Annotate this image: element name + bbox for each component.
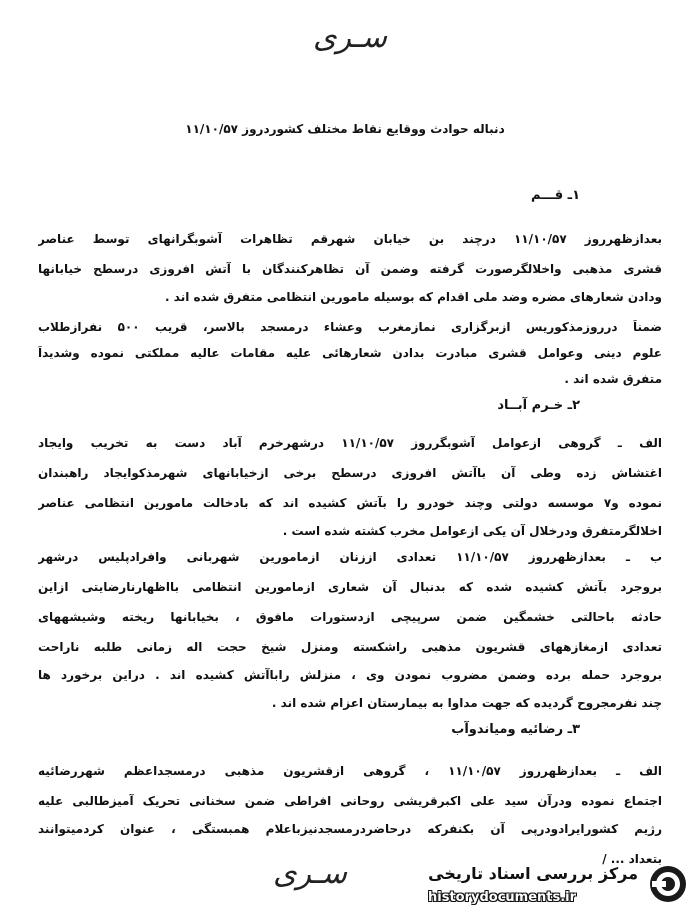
text-line: چند نفرمجروح گردیده که جهت مداوا به بیمارستان اعزام شده اند . xyxy=(271,696,662,710)
text-line: اجتماع نموده ودرآن سید علی اکبرقریشی روحانی افراطی ضمن سخنانی تحریک آمیزطالبی علیه xyxy=(38,794,662,808)
text-line: نموده و۷ موسسه دولتی وچند خودرو را بآتش کشیده اند که بادخالت مامورین انتظامی عناصر xyxy=(38,496,662,510)
text-line: متفرق شده اند . xyxy=(564,372,662,386)
archive-url: historydocuments.ir xyxy=(428,890,577,905)
archive-title: مرکز بررسی اسناد تاریخی xyxy=(428,864,638,883)
text-line: ودادن شعارهای مضره وضد ملی اقدام که بوسیله مامورین انتظامی متفرق شده اند . xyxy=(165,290,662,304)
classification-footer: سـرى xyxy=(273,856,347,891)
text-line: بتعداد ... / xyxy=(602,852,662,866)
text-line: علوم دینی وعوامل قشری مبادرت بدادن شعارهائی علیه مقامات عالیه مملکتی نموده وشدیداً xyxy=(38,346,662,360)
text-line: بروجرد بآتش کشیده شده که بدنبال آن شعاری ازمامورین انتظامی بااظهارنارضایتی ازاین xyxy=(38,580,662,594)
document-subject: دنباله حوادث ووقایع نقاط مختلف کشوردروز ۱۱/۱۰/۵۷ xyxy=(185,122,505,136)
text-line: ب ـ بعدازظهرروز ۱۱/۱۰/۵۷ تعدادی اززنان ازمامورین شهربانی وافرادپلیس درشهر xyxy=(38,550,662,564)
text-line: بعدازظهرروز ۱۱/۱۰/۵۷ درچند بن خیابان شهرقم تظاهرات آشوبگرانهای توسط عناصر xyxy=(38,232,662,246)
section-heading-rezaiyeh: ۳ـ رضائیه ومیاندوآب xyxy=(451,722,580,737)
archive-logo-icon xyxy=(648,864,688,904)
classification-header: سـرى xyxy=(313,20,387,55)
text-line: الف ـ بعدازظهرروز ۱۱/۱۰/۵۷ ، گروهی ازقشریون مذهبی درمسجداعظم شهررضائیه xyxy=(38,764,662,778)
text-line: قشری مذهبی واخلالگرصورت گرفته وضمن آن تظاهرکنندگان با آتش افروزی درسطح خیابانها xyxy=(38,262,662,276)
section-heading-khorramabad: ۲ـ خـرم آبــاد xyxy=(497,398,580,413)
text-line: اغتشاش زده وطی آن باآتش افروزی درسطح برخی ازخیابانهای شهرمذکوایجاد راهبندان xyxy=(38,466,662,480)
text-line: الف ـ گروهی ازعوامل آشوبگرروز ۱۱/۱۰/۵۷ درشهرخرم آباد دست به تخریب وایجاد xyxy=(38,436,662,450)
text-line: بروجرد حمله برده وضمن مضروب نمودن وی ، منزلش راباآتش کشیده اند . دراین برخورد ها xyxy=(38,668,662,682)
text-line: حادثه باحالتی خشمگین ضمن سرپیچی ازدستورات مافوق ، بخیابانها ریخته وشیشههای xyxy=(38,610,662,624)
text-line: رژیم کشورایرادودرپی آن بکنفرکه درحاضردرمسجدنیزباعلام همبستگی ، عنوان کردمیتوانند xyxy=(38,822,662,836)
archive-watermark xyxy=(420,858,690,914)
text-line: تعدادی ازمغازههای قشریون مذهبی راشکسته ومنزل شیخ حجت اله زمانی طلبه ناراحت xyxy=(38,640,662,654)
section-heading-qom: ۱ـ قـــم xyxy=(531,188,580,203)
text-line: ضمناً درروزمذکوریس ازبرگزاری نمازمغرب وعشاء درمسجد بالاسر، قریب ۵۰۰ نفرازطلاب xyxy=(38,320,662,334)
text-line: اخلالگرمتفرق ودرخلال آن یکی ازعوامل مخرب کشته شده است . xyxy=(282,524,662,538)
